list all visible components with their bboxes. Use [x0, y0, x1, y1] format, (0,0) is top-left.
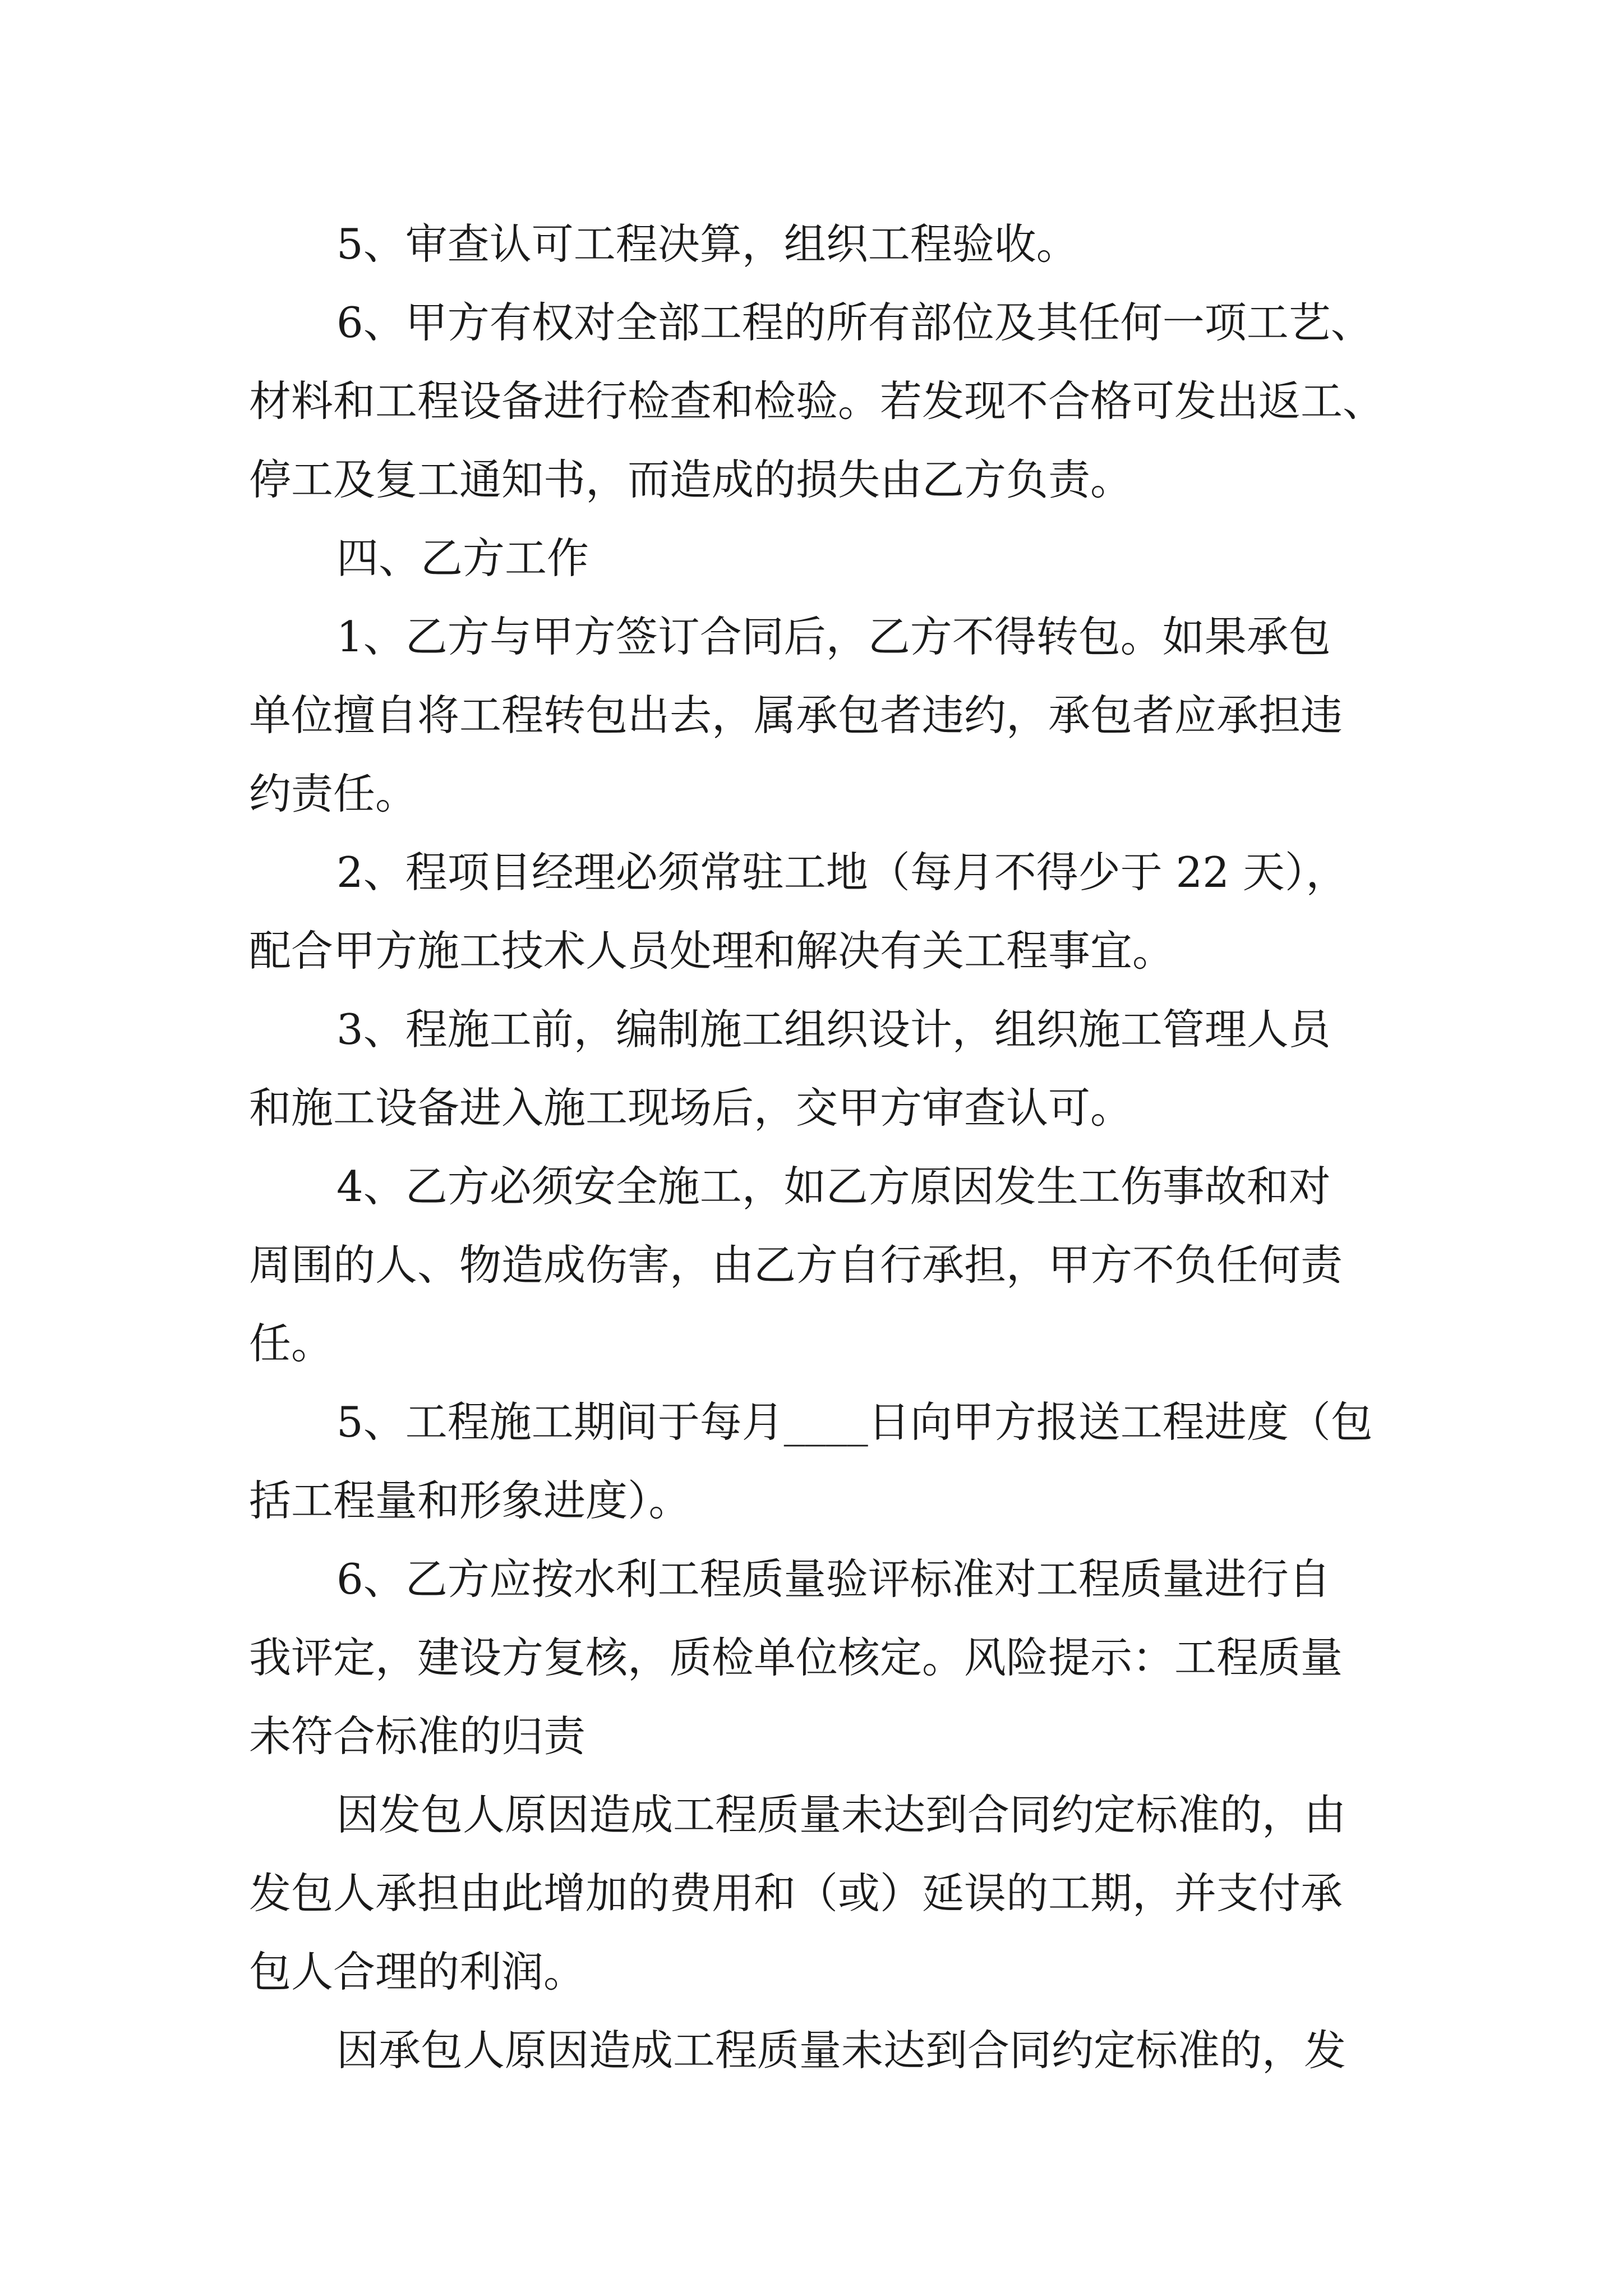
paragraph-line: 约责任。	[249, 769, 418, 818]
paragraph-line: 停工及复工通知书，而造成的损失由乙方负责。	[249, 455, 1133, 504]
paragraph-line: 我评定，建设方复核，质检单位核定。风险提示：工程质量	[249, 1633, 1343, 1682]
paragraph-line: 6、乙方应按水利工程质量验评标准对工程质量进行自	[336, 1554, 1331, 1604]
paragraph-line: 包人合理的利润。	[249, 1947, 586, 1996]
paragraph-line: 发包人承担由此增加的费用和（或）延误的工期，并支付承	[249, 1869, 1343, 1918]
paragraph-line: 周围的人、物造成伤害，由乙方自行承担，甲方不负任何责	[249, 1240, 1343, 1290]
paragraph-line: 因承包人原因造成工程质量未达到合同约定标准的，发	[336, 2026, 1347, 2075]
paragraph-line: 6、甲方有权对全部工程的所有部位及其任何一项工艺、	[336, 298, 1373, 347]
paragraph-line: 5、工程施工期间于每月____日向甲方报送工程进度（包	[336, 1397, 1373, 1447]
paragraph-line: 5、审查认可工程决算，组织工程验收。	[336, 219, 1078, 269]
paragraph-line: 单位擅自将工程转包出去，属承包者违约，承包者应承担违	[249, 691, 1343, 740]
paragraph-line: 材料和工程设备进行检查和检验。若发现不合格可发出返工、	[249, 376, 1385, 426]
paragraph-line: 任。	[249, 1319, 334, 1368]
paragraph-line: 和施工设备进入施工现场后，交甲方审查认可。	[249, 1083, 1133, 1133]
paragraph-line: 因发包人原因造成工程质量未达到合同约定标准的，由	[336, 1790, 1347, 1839]
paragraph-line: 配合甲方施工技术人员处理和解决有关工程事宜。	[249, 926, 1175, 976]
paragraph-line: 未符合标准的归责	[249, 1711, 586, 1761]
paragraph-line: 2、程项目经理必须常驻工地（每月不得少于 22 天），	[336, 848, 1348, 897]
paragraph-line: 1、乙方与甲方签订合同后，乙方不得转包。如果承包	[336, 612, 1331, 661]
paragraph-line: 4、乙方必须安全施工，如乙方原因发生工伤事故和对	[336, 1162, 1331, 1211]
paragraph-line: 括工程量和形象进度）。	[249, 1476, 691, 1525]
paragraph-line: 3、程施工前，编制施工组织设计，组织施工管理人员	[336, 1005, 1331, 1054]
section-heading: 四、乙方工作	[336, 533, 589, 583]
